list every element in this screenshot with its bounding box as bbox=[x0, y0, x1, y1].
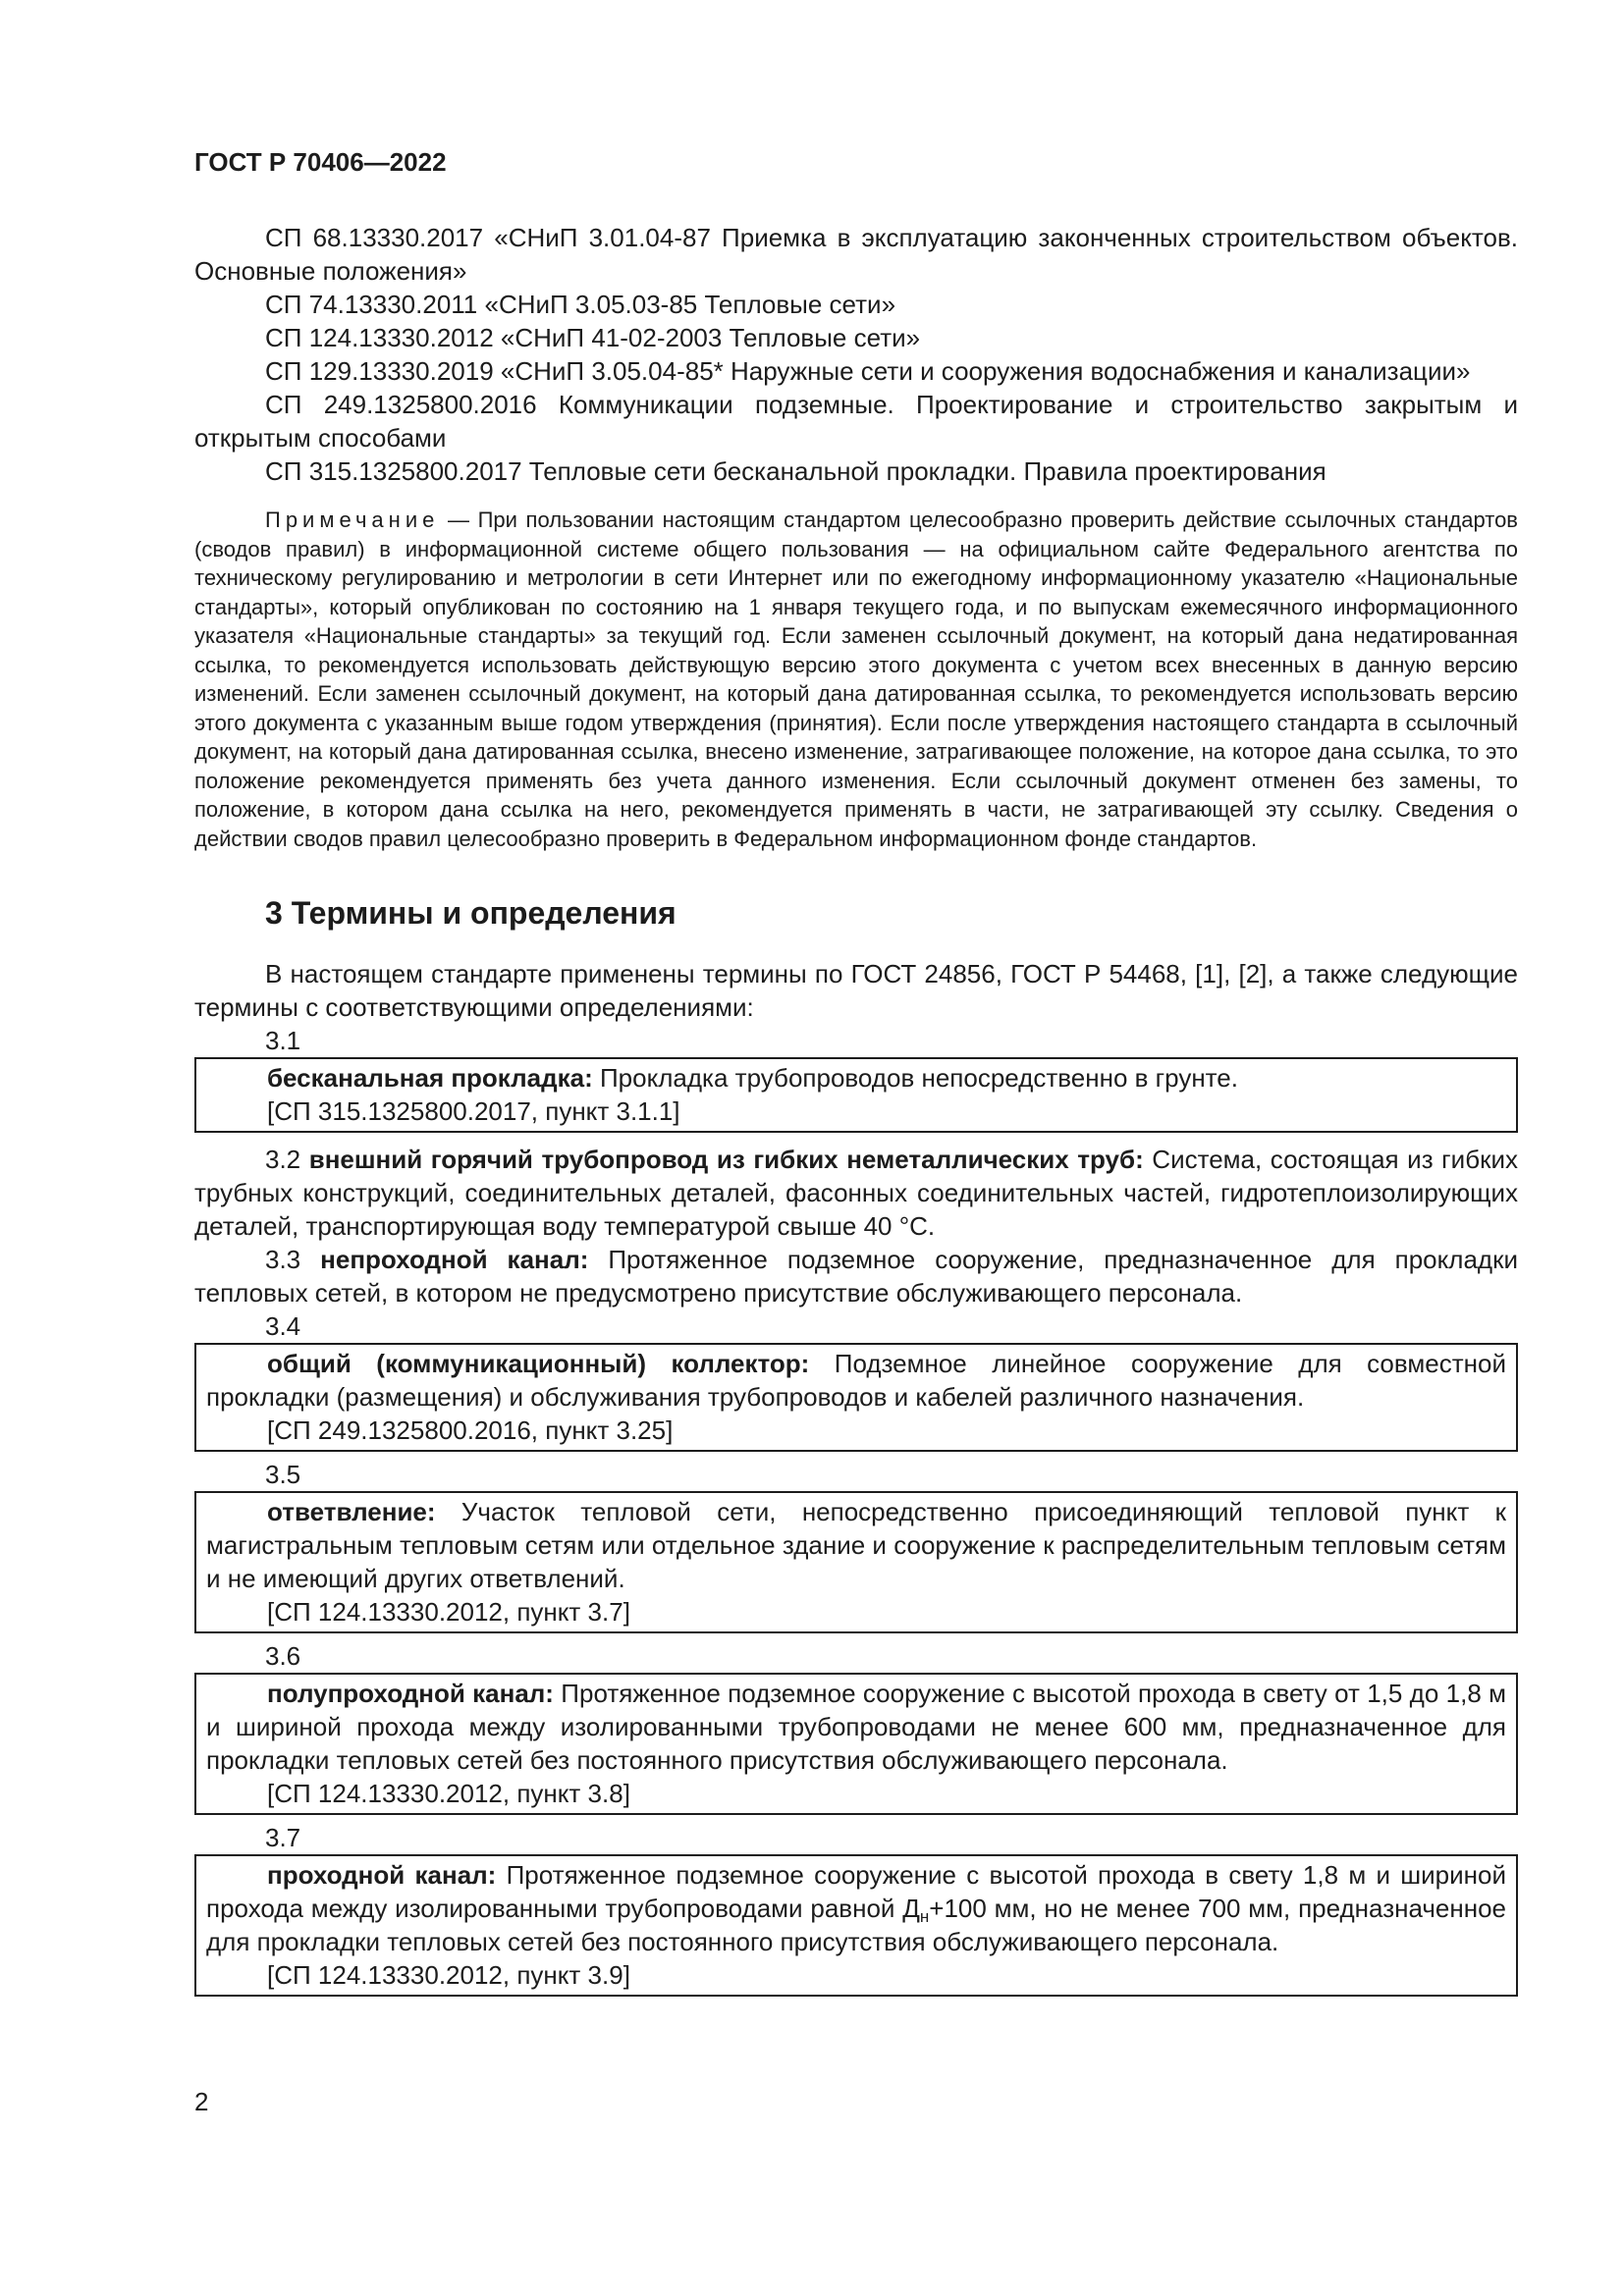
term-definition bbox=[194, 1143, 1518, 1243]
term-number: 3.4 bbox=[265, 1311, 301, 1341]
term-source: [СП 124.13330.2012, пункт 3.8] bbox=[267, 1779, 630, 1808]
section-intro: В настоящем стандарте применены термины по ГОСТ 24856, ГОСТ Р 54468, [1], [2], а также следующие термины с соответствующими определениями: bbox=[194, 959, 1518, 1022]
term-box bbox=[194, 1343, 1518, 1452]
term-source: [СП 315.1325800.2017, пункт 3.1.1] bbox=[267, 1096, 680, 1126]
section-title: 3 Термины и определения bbox=[265, 895, 677, 931]
subscript: н bbox=[919, 1907, 930, 1926]
reference-item: СП 124.13330.2012 «СНиП 41-02-2003 Тепловые сети» bbox=[265, 323, 921, 352]
term-box bbox=[194, 1057, 1518, 1133]
reference-item: СП 315.1325800.2017 Тепловые сети бесканальной прокладки. Правила проектирования bbox=[265, 456, 1326, 486]
term-text: +100 мм, но не менее 700 мм, предназначенное для прокладки тепловых сетей без постоянного присутствия обслуживающего персонала. bbox=[206, 1894, 1506, 1956]
references-note bbox=[194, 506, 1518, 853]
reference-item: СП 68.13330.2017 «СНиП 3.01.04-87 Приемка в эксплуатацию законченных строительством объектов. Основные положения» bbox=[194, 223, 1518, 286]
term-number: 3.5 bbox=[265, 1460, 301, 1489]
term-definition bbox=[206, 1677, 1506, 1777]
term-definition bbox=[194, 1243, 1518, 1309]
note-text: — При пользовании настоящим стандартом целесообразно проверить действие ссылочных стандартов (сводов правил) в информационной системе общего пользования — на официальном сайте Федерального агентства по техническому регулированию и метрологии в сети Интернет или по ежегодному информационному указателю «Национальные стандарты», который опубликован по состоянию на 1 января текущего года, и по выпускам ежемесячного информационного указателя «Национальные стандарты» за текущий год. Если заменен ссылочный документ, на который дана недатированная ссылка, то рекомендуется использовать действующую версию этого документа с учетом всех внесенных в данную версию изменений. Если заменен ссылочный документ, на который дана датированная ссылка, то рекомендуется использовать версию этого документа с указанным выше годом утверждения (принятия). Если после утверждения настоящего стандарта в ссылочный документ, на который дана датированная ссылка, внесено изменение, затрагивающее положение, на которое дана ссылка, то это положение рекомендуется применять без учета данного изменения. Если ссылочный документ отменен без замены, то положение, в котором дана ссылка на него, рекомендуется применять в части, не затрагивающей эту ссылку. Сведения о действии сводов правил целесообразно проверить в Федеральном информационном фонде стандартов. bbox=[194, 507, 1518, 851]
term-number: 3.1 bbox=[265, 1026, 301, 1055]
term-name: бесканальная прокладка: bbox=[267, 1063, 593, 1093]
term-name: полупроходной канал: bbox=[267, 1679, 554, 1708]
term-text: Протяженное подземное сооружение, предназначенное для прокладки тепловых сетей, в котором не предусмотрено присутствие обслуживающего персонала. bbox=[194, 1245, 1518, 1308]
term-box bbox=[194, 1673, 1518, 1815]
term-text: Протяженное подземное сооружение с высотой прохода в свету 1,8 м и шириной прохода между изолированными трубопроводами равной Д bbox=[206, 1860, 1507, 1923]
term-definition bbox=[206, 1347, 1506, 1414]
note-label: Примечание bbox=[265, 507, 440, 532]
term-source: [СП 124.13330.2012, пункт 3.7] bbox=[267, 1597, 630, 1627]
reference-item: СП 249.1325800.2016 Коммуникации подземные. Проектирование и строительство закрытым и открытым способами bbox=[194, 390, 1518, 453]
term-number: 3.7 bbox=[265, 1823, 301, 1852]
normative-references bbox=[194, 221, 1518, 488]
term-number: 3.2 bbox=[265, 1145, 301, 1174]
term-box bbox=[194, 1854, 1518, 1997]
term-box bbox=[194, 1491, 1518, 1633]
term-name: проходной канал: bbox=[267, 1860, 497, 1890]
document-code: ГОСТ Р 70406—2022 bbox=[194, 147, 447, 177]
page-content bbox=[194, 221, 1518, 2002]
term-name: ответвление: bbox=[267, 1497, 436, 1526]
term-definition bbox=[206, 1495, 1506, 1595]
term-definition bbox=[206, 1061, 1506, 1095]
page-number: 2 bbox=[194, 2087, 209, 2116]
term-number: 3.3 bbox=[265, 1245, 301, 1274]
term-name: непроходной канал: bbox=[320, 1245, 589, 1274]
term-source: [СП 124.13330.2012, пункт 3.9] bbox=[267, 1960, 630, 1990]
term-number: 3.6 bbox=[265, 1641, 301, 1671]
term-text: Подземное линейное сооружение для совместной прокладки (размещения) и обслуживания трубопроводов и кабелей различного назначения. bbox=[206, 1349, 1506, 1412]
term-name: внешний горячий трубопровод из гибких неметаллических труб: bbox=[308, 1145, 1144, 1174]
term-text: Система, состоящая из гибких трубных конструкций, соединительных деталей, фасонных соединительных частей, гидротеплоизолирующих деталей, транспортирующая воду температурой свыше 40 °С. bbox=[194, 1145, 1518, 1241]
reference-item: СП 74.13330.2011 «СНиП 3.05.03-85 Тепловые сети» bbox=[265, 290, 896, 319]
term-definition bbox=[206, 1858, 1506, 1958]
term-text: Прокладка трубопроводов непосредственно в грунте. bbox=[592, 1063, 1238, 1093]
term-source: [СП 249.1325800.2016, пункт 3.25] bbox=[267, 1415, 674, 1445]
term-text: Протяженное подземное сооружение с высотой прохода в свету от 1,5 до 1,8 м и шириной прохода между изолированными трубопроводами не менее 600 мм, предназначенное для прокладки тепловых сетей без постоянного присутствия обслуживающего персонала. bbox=[206, 1679, 1506, 1775]
term-text: Участок тепловой сети, непосредственно присоединяющий тепловой пункт к магистральным тепловым сетям или отдельное здание и сооружение к распределительным тепловым сетям и не имеющий других ответвлений. bbox=[206, 1497, 1506, 1593]
term-name: общий (коммуникационный) коллектор: bbox=[267, 1349, 810, 1378]
reference-item: СП 129.13330.2019 «СНиП 3.05.04-85* Наружные сети и сооружения водоснабжения и канализации» bbox=[265, 356, 1471, 386]
